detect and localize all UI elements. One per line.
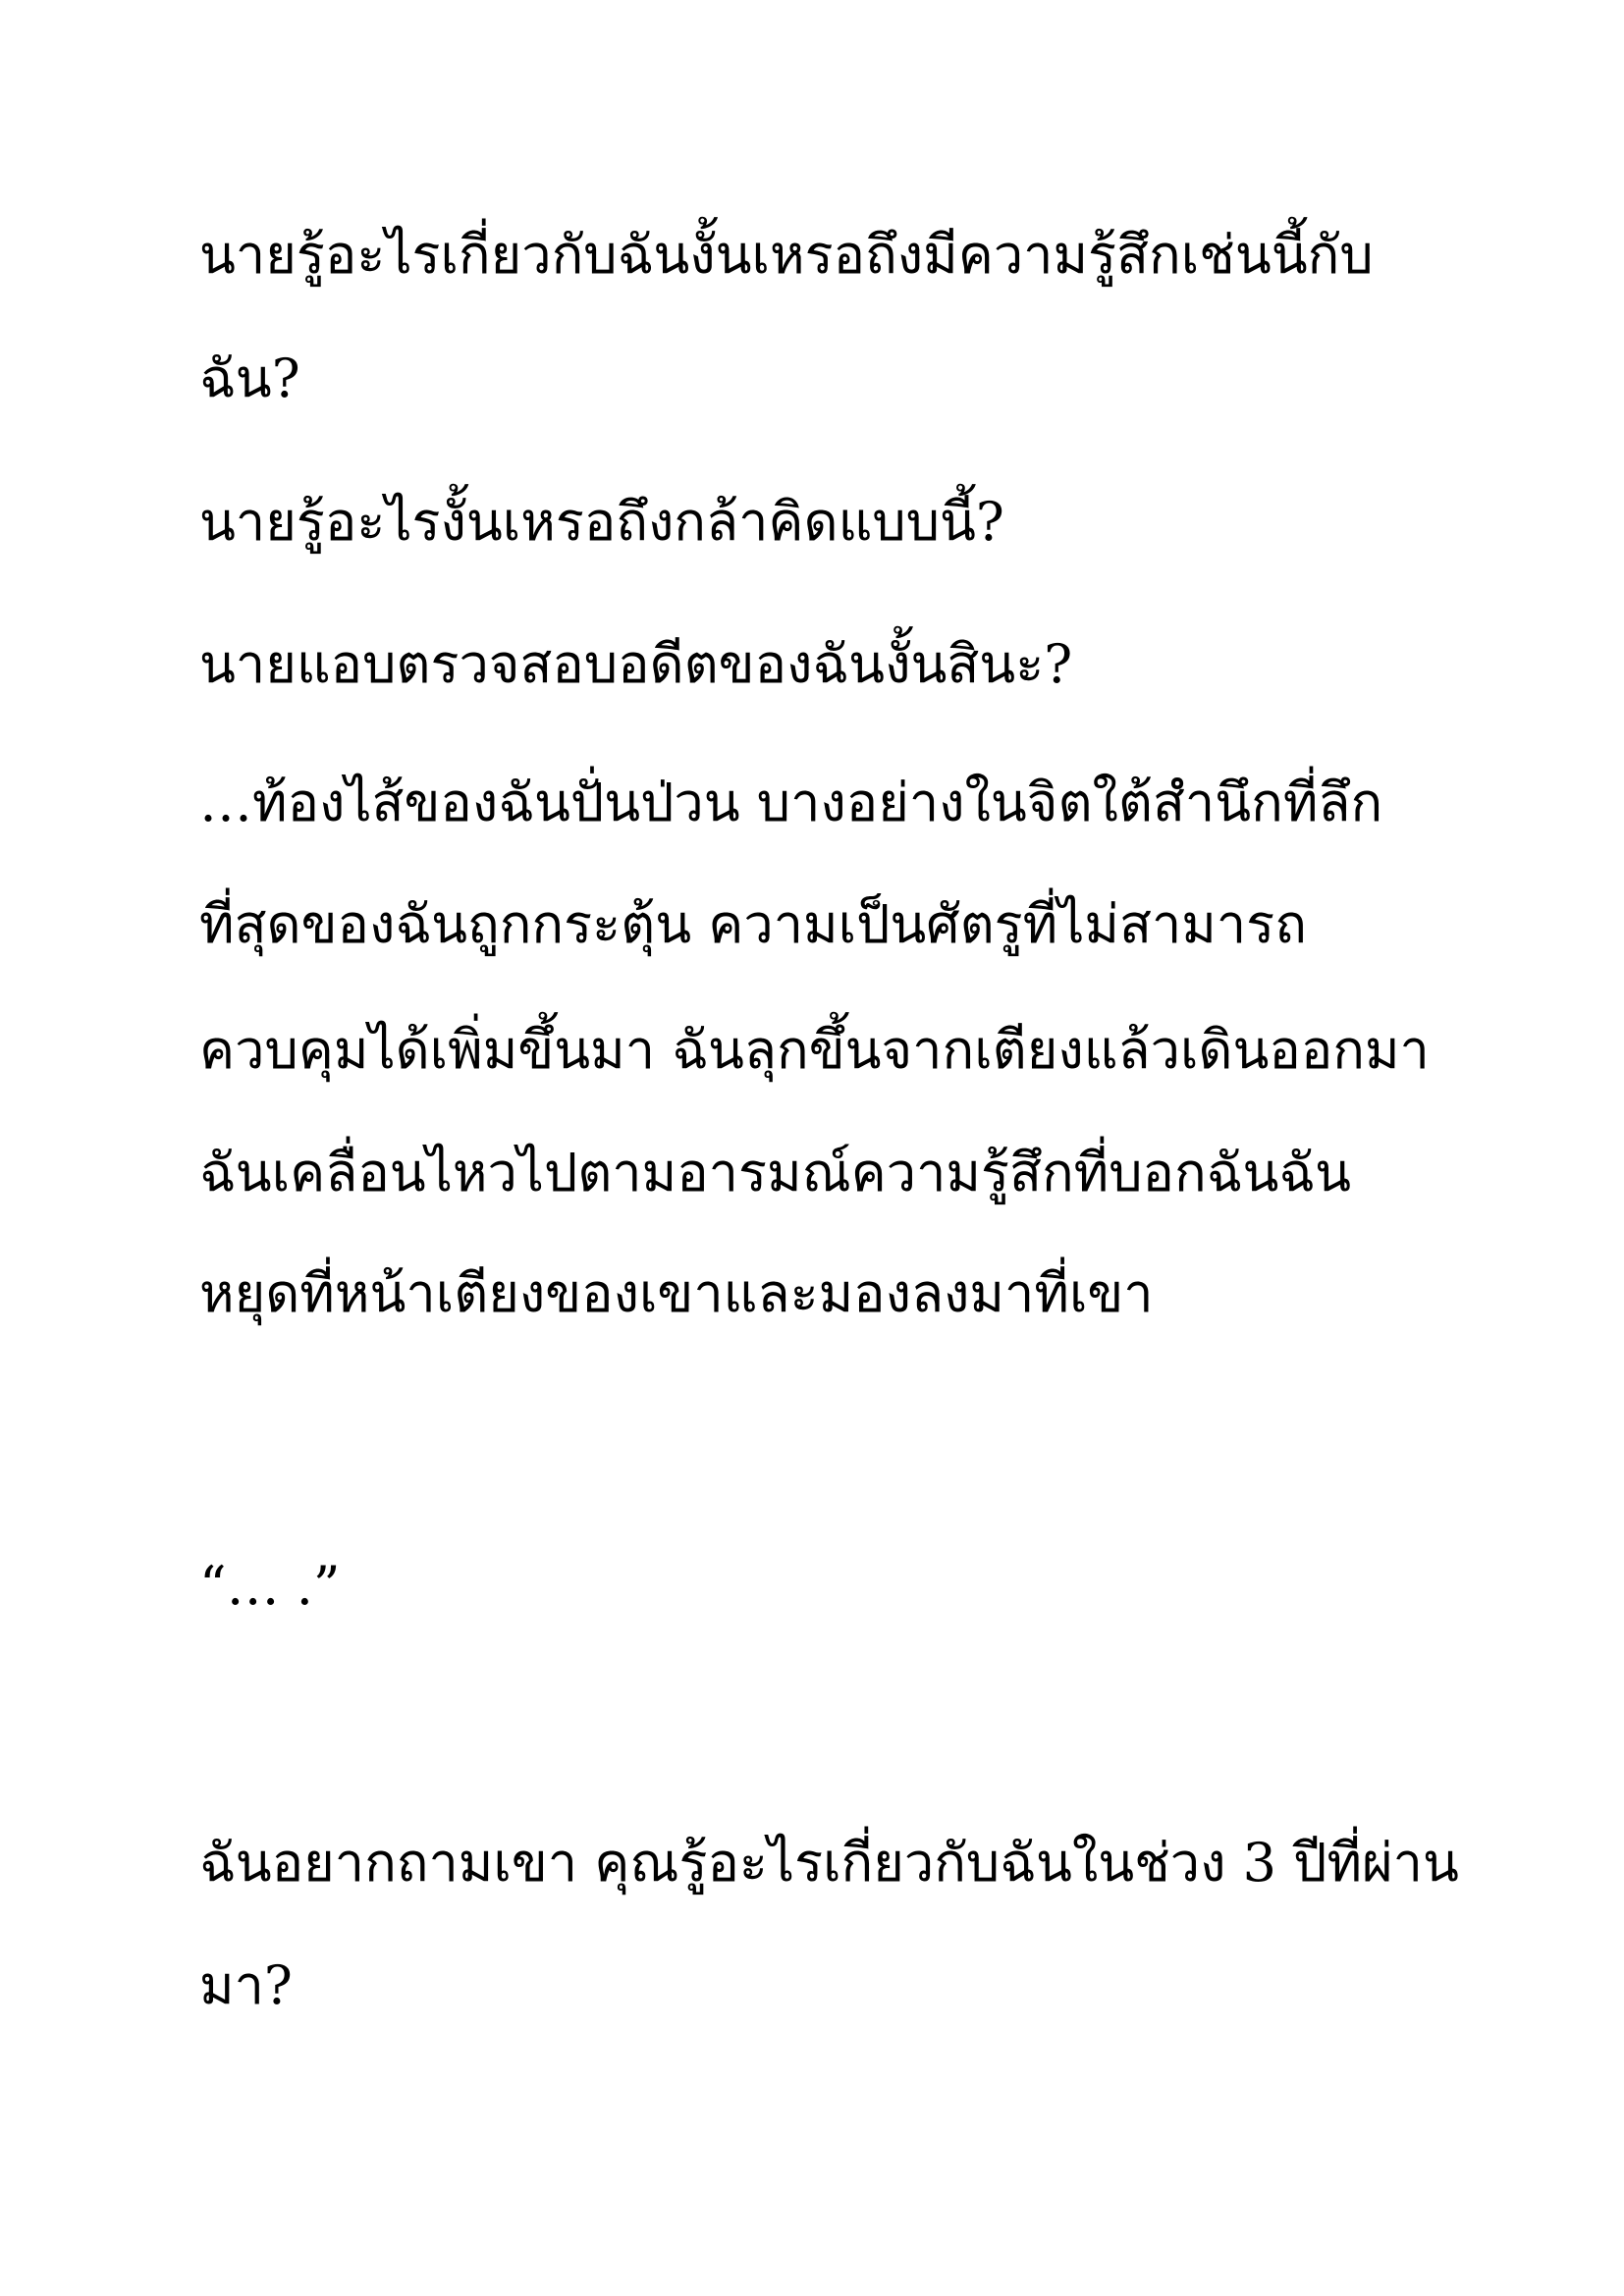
text-line-8: ฉันเคลื่อนไหวไปตามอารมณ์ความรู้สึกที่บอกฉันฉัน bbox=[199, 1142, 1352, 1203]
text-line-3: นายรู้อะไรงั้นเหรอถึงกล้าคิดแบบนี้? bbox=[199, 491, 1004, 553]
text-line-6: ที่สุดของฉันถูกกระตุ้น ความเป็นศัตรูที่ไม่สามารถ bbox=[199, 893, 1307, 955]
text-line-10: ฉันอยากถามเขา คุณรู้อะไรเกี่ยวกับฉันในช่วง 3 ปีที่ผ่าน bbox=[199, 1832, 1459, 1894]
text-line-2: ฉัน? bbox=[199, 347, 300, 409]
text-line-4: นายแอบตรวจสอบอดีตของฉันงั้นสินะ? bbox=[199, 633, 1073, 695]
text-line-9: หยุดที่หน้าเตียงของเขาและมองลงมาที่เขา bbox=[199, 1262, 1154, 1324]
text-line-5: …ท้องไส้ของฉันปั่นป่วน บางอย่างในจิตใต้สำนึกที่ลึก bbox=[199, 772, 1383, 833]
dialogue-line: “… .” bbox=[199, 1555, 341, 1617]
text-line-11: มา? bbox=[199, 1954, 293, 2016]
text-line-7: ควบคุมได้เพิ่มขึ้นมา ฉันลุกขึ้นจากเตียงแล้วเดินออกมา bbox=[199, 1019, 1430, 1081]
text-line-1: นายรู้อะไรเกี่ยวกับฉันงั้นเหรอถึงมีความรู้สึกเช่นนี้กับ bbox=[199, 224, 1374, 286]
